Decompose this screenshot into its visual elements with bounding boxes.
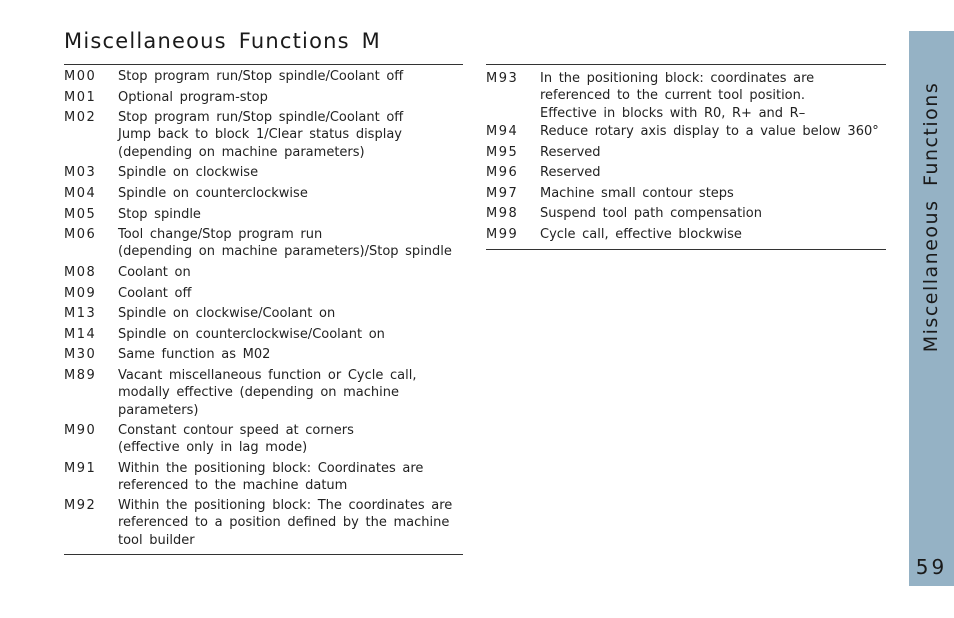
function-description: Stop program run/Stop spindle/Coolant off Jump back to block 1/Clear status display (depending on machine parameters)	[118, 110, 404, 160]
function-code: M02	[64, 110, 97, 125]
function-code: M01	[64, 90, 97, 105]
function-description: Reserved	[540, 145, 601, 160]
function-code: M13	[64, 306, 97, 321]
function-code: M04	[64, 186, 97, 201]
function-description: Reduce rotary axis display to a value below 360°	[540, 124, 879, 139]
function-description: Coolant on	[118, 265, 191, 280]
function-description: Cycle call, effective blockwise	[540, 227, 742, 242]
function-code: M06	[64, 227, 97, 242]
function-description: Vacant miscellaneous function or Cycle call, modally effective (depending on machine parameters)	[118, 368, 417, 418]
function-description: Optional program-stop	[118, 90, 268, 105]
function-description: Constant contour speed at corners (effective only in lag mode)	[118, 423, 354, 456]
function-code: M94	[486, 124, 519, 139]
function-code: M97	[486, 186, 519, 201]
function-code: M05	[64, 207, 97, 222]
function-description: Spindle on clockwise	[118, 165, 259, 180]
function-code: M93	[486, 71, 519, 86]
section-title: Miscellaneous Functions	[920, 81, 942, 353]
function-code: M95	[486, 145, 519, 160]
page-number: 59	[915, 555, 948, 579]
function-description: Stop program run/Stop spindle/Coolant off	[118, 69, 404, 84]
function-description: Spindle on counterclockwise/Coolant on	[118, 327, 385, 342]
function-description: Same function as M02	[118, 347, 271, 362]
function-description: Coolant off	[118, 286, 192, 301]
function-code: M08	[64, 265, 97, 280]
function-code: M00	[64, 69, 97, 84]
page-title: Miscellaneous Functions M	[64, 29, 381, 53]
function-code: M03	[64, 165, 97, 180]
function-description: Within the positioning block: The coordinates are referenced to a position defined by the machine tool builder	[118, 498, 453, 548]
function-code: M14	[64, 327, 97, 342]
function-code: M91	[64, 461, 97, 476]
function-description: Suspend tool path compensation	[540, 206, 762, 221]
function-description: Machine small contour steps	[540, 186, 734, 201]
function-description: In the positioning block: coordinates are referenced to the current tool position. Effective in blocks with R0, R+ and R–	[540, 71, 815, 121]
function-description: Within the positioning block: Coordinates are referenced to the machine datum	[118, 461, 424, 494]
function-code: M92	[64, 498, 97, 513]
function-code: M30	[64, 347, 97, 362]
function-description: Stop spindle	[118, 207, 201, 222]
left-function-table	[64, 64, 463, 555]
function-description: Spindle on counterclockwise	[118, 186, 308, 201]
function-description: Reserved	[540, 165, 601, 180]
function-code: M96	[486, 165, 519, 180]
function-code: M90	[64, 423, 97, 438]
function-code: M98	[486, 206, 519, 221]
function-description: Spindle on clockwise/Coolant on	[118, 306, 336, 321]
function-code: M89	[64, 368, 97, 383]
function-code: M99	[486, 227, 519, 242]
function-description: Tool change/Stop program run (depending on machine parameters)/Stop spindle	[118, 227, 452, 260]
right-function-table	[486, 64, 886, 250]
section-sidebar-tab	[909, 31, 954, 586]
function-code: M09	[64, 286, 97, 301]
